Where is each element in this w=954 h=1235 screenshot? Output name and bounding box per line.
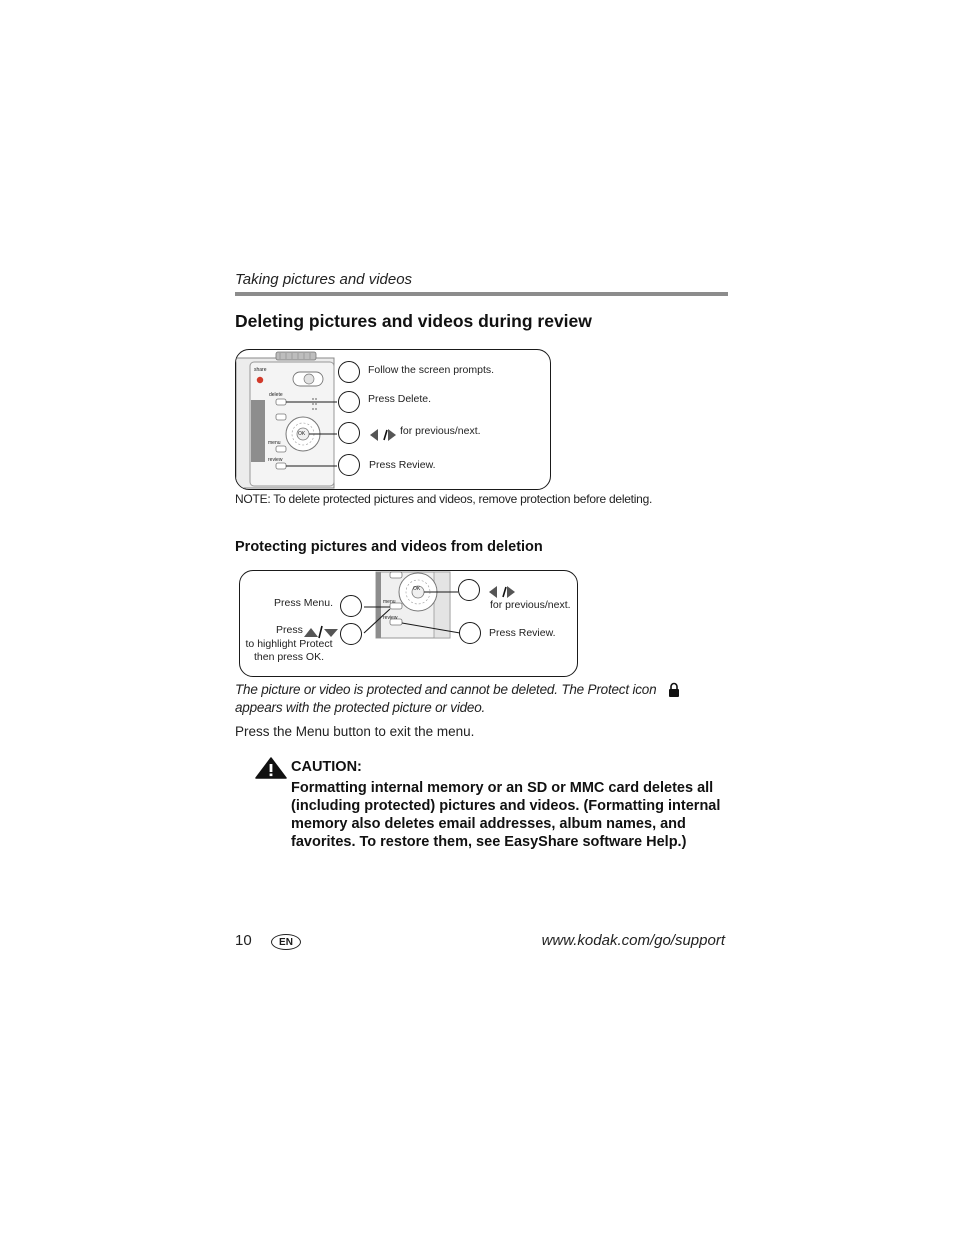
delete-diagram-panel bbox=[235, 349, 551, 490]
warning-triangle-icon bbox=[255, 757, 287, 779]
step-press-menu: Press Menu. bbox=[274, 597, 333, 609]
camera-share-label: share bbox=[254, 367, 267, 373]
step-follow-prompts: Follow the screen prompts. bbox=[368, 364, 495, 376]
up-down-arrows-icon bbox=[304, 625, 338, 639]
exit-menu-instruction: Press the Menu button to exit the menu. bbox=[235, 724, 475, 739]
camera-ok-label: OK bbox=[298, 431, 306, 437]
step-callout-highlight bbox=[340, 623, 362, 645]
left-right-arrows-icon bbox=[489, 585, 515, 599]
caution-body: Formatting internal memory or an SD or MMC card deletes all (including protected) pictures and videos. (Formatting internal memory also deletes email addresses, album names, and favorites. To restore them, see EasyShare software Help.) bbox=[291, 780, 721, 850]
protecting-heading: Protecting pictures and videos from deletion bbox=[235, 539, 543, 555]
step-press-review: Press Review. bbox=[369, 459, 436, 471]
caution-title: CAUTION: bbox=[291, 759, 362, 775]
support-url[interactable]: www.kodak.com/go/support bbox=[541, 932, 725, 949]
camera-menu-label: menu bbox=[268, 440, 281, 446]
step-callout-2 bbox=[338, 391, 360, 413]
language-badge: EN bbox=[271, 934, 301, 950]
step-callout-1 bbox=[338, 361, 360, 383]
header-rule bbox=[235, 292, 728, 296]
camera-menu-label: menu bbox=[383, 599, 396, 605]
step-highlight-protect: to highlight Protect then press OK. bbox=[245, 638, 333, 663]
deleting-heading: Deleting pictures and videos during review bbox=[235, 311, 592, 331]
step-callout-review bbox=[459, 622, 481, 644]
step-press: Press bbox=[276, 624, 303, 636]
step-callout-prev-next bbox=[458, 579, 480, 601]
step-press-delete: Press Delete. bbox=[368, 393, 432, 405]
step-press-review: Press Review. bbox=[489, 627, 556, 639]
camera-delete-label: delete bbox=[269, 392, 283, 398]
left-right-arrows-icon bbox=[370, 428, 396, 442]
protect-diagram-panel bbox=[239, 570, 578, 677]
page-number: 10 bbox=[235, 932, 252, 949]
delete-note: NOTE: To delete protected pictures and videos, remove protection before deleting. bbox=[235, 492, 653, 506]
step-callout-4 bbox=[338, 454, 360, 476]
protected-result-text: The picture or video is protected and cannot be deleted. The Protect icon appears with the protected picture or video. bbox=[235, 681, 730, 717]
camera-ok-label: OK bbox=[413, 586, 421, 592]
camera-review-label: review bbox=[268, 457, 283, 463]
section-header: Taking pictures and videos bbox=[235, 271, 413, 288]
step-previous-next: for previous/next. bbox=[400, 425, 481, 437]
step-previous-next: for previous/next. bbox=[490, 599, 571, 611]
step-callout-menu bbox=[340, 595, 362, 617]
lock-icon bbox=[668, 682, 680, 697]
camera-review-label: review bbox=[383, 615, 398, 621]
step-callout-3 bbox=[338, 422, 360, 444]
